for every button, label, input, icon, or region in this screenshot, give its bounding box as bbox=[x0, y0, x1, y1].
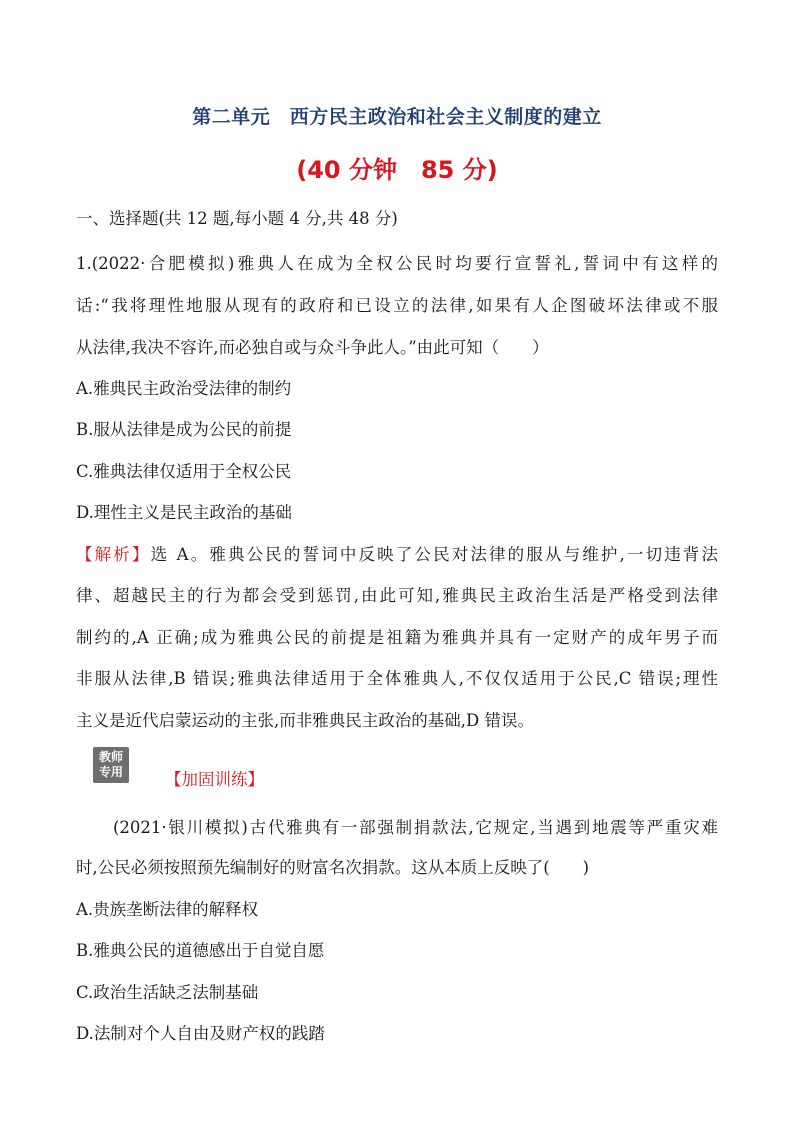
question-1-stem-line-1: 1.(2022·合肥模拟)雅典人在成为全权公民时均要行宣誓礼,誓词中有这样的 bbox=[76, 254, 718, 273]
badge-line-1: 教师 bbox=[98, 750, 123, 764]
question-1-option-d: D.理性主义是民主政治的基础 bbox=[76, 503, 292, 522]
reinforce-option-c: C.政治生活缺乏法制基础 bbox=[76, 983, 259, 1002]
reinforce-training-label: 【加固训练】 bbox=[165, 770, 264, 789]
analysis-line-1 bbox=[76, 545, 718, 565]
question-1-option-a: A.雅典民主政治受法律的制约 bbox=[76, 379, 292, 398]
analysis-text-1: 选 A。雅典公民的誓词中反映了公民对法律的服从与维护,一切违背法 bbox=[150, 545, 719, 564]
analysis-line-2: 律、超越民主的行为都会受到惩罚,由此可知,雅典民主政治生活是严格受到法律 bbox=[76, 586, 718, 605]
reinforce-stem-line-1: (2021·银川模拟)古代雅典有一部强制捐款法,它规定,当遇到地震等严重灾难 bbox=[113, 818, 718, 837]
time-score-subtitle: (40 分钟 85 分) bbox=[296, 156, 498, 184]
question-1-option-b: B.服从法律是成为公民的前提 bbox=[76, 420, 292, 439]
analysis-line-3: 制约的,A 正确;成为雅典公民的前提是祖籍为雅典并具有一定财产的成年男子而 bbox=[76, 628, 718, 647]
section-heading: 一、选择题(共 12 题,每小题 4 分,共 48 分) bbox=[76, 209, 398, 228]
analysis-line-4: 非服从法律,B 错误;雅典法律适用于全体雅典人,不仅仅适用于公民,C 错误;理性 bbox=[76, 669, 718, 688]
reinforce-option-d: D.法制对个人自由及财产权的践踏 bbox=[76, 1024, 325, 1043]
analysis-tag: 【解析】 bbox=[76, 545, 151, 564]
analysis-line-5: 主义是近代启蒙运动的主张,而非雅典民主政治的基础,D 错误。 bbox=[76, 711, 534, 730]
reinforce-option-a: A.贵族垄断法律的解释权 bbox=[76, 900, 259, 919]
question-1-stem-line-3: 从法律,我决不容许,而必独自或与众斗争此人。”由此可知（ ） bbox=[76, 338, 549, 357]
question-1-option-c: C.雅典法律仅适用于全权公民 bbox=[76, 462, 292, 481]
unit-title: 第二单元 西方民主政治和社会主义制度的建立 bbox=[192, 106, 602, 128]
reinforce-stem-line-2: 时,公民必须按照预先编制好的财富名次捐款。这从本质上反映了( ) bbox=[76, 858, 590, 877]
teacher-only-badge bbox=[93, 747, 129, 783]
question-1-stem-line-2: 话:“我将理性地服从现有的政府和已设立的法律,如果有人企图破坏法律或不服 bbox=[76, 296, 718, 315]
badge-line-2: 专用 bbox=[98, 765, 123, 779]
reinforce-option-b: B.雅典公民的道德感出于自觉自愿 bbox=[76, 941, 325, 960]
